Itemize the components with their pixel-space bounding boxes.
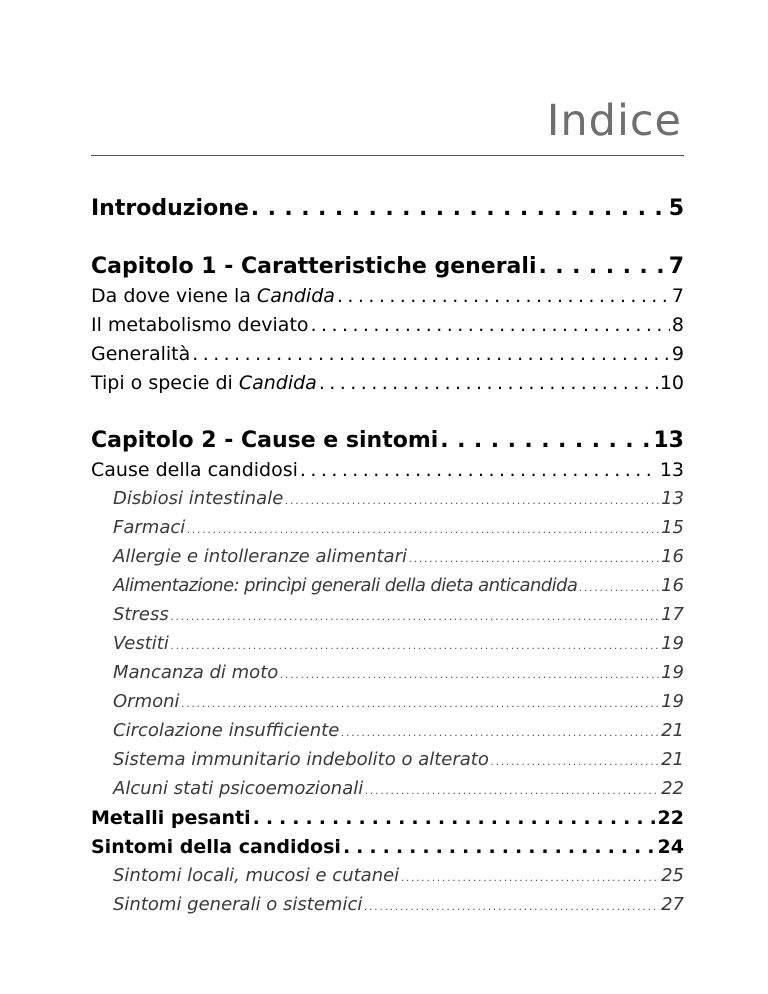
toc-entry[interactable]: [91, 285, 684, 314]
toc-entry-title: [113, 894, 362, 915]
toc-entry-page-number: 15: [661, 517, 684, 538]
toc-entry-title-text: Alimentazione: princìpi generali della dieta anticandida: [113, 575, 578, 596]
toc-entry-title-text: Stress: [113, 604, 169, 625]
toc-entry[interactable]: [91, 488, 684, 517]
toc-entry-page-number: 21: [661, 720, 684, 741]
dot-leader: [171, 612, 659, 623]
dot-leader: [251, 196, 667, 221]
toc-entry-title-text: Sintomi generali o sistemici: [113, 894, 363, 915]
dot-leader: [182, 699, 660, 710]
toc-entry-title: [113, 604, 169, 625]
toc-entry-title-italic: Candida: [238, 372, 317, 394]
toc-entry[interactable]: [91, 314, 684, 343]
toc-entry-title-text: Disbiosi intestinale: [113, 488, 284, 509]
toc-entry-title-text: Metalli pesanti: [91, 807, 251, 829]
toc-entry[interactable]: [91, 575, 684, 604]
toc-entry-title: [91, 807, 251, 829]
dot-leader: [337, 285, 670, 307]
toc-entry-page-number: 27: [661, 894, 684, 915]
toc-entry-title: [113, 662, 278, 683]
toc-entry-title: [91, 254, 536, 279]
toc-entry-page-number: 10: [659, 372, 684, 394]
toc-entry-title-text: Cause della candidosi: [91, 459, 298, 481]
toc-entry-page-number: 25: [661, 865, 684, 886]
dot-leader: [365, 786, 659, 797]
dot-leader: [579, 583, 659, 594]
toc-entry-page-number: 8: [671, 314, 684, 336]
toc-entry-title: [113, 720, 339, 741]
dot-leader: [280, 670, 659, 681]
toc-entry[interactable]: [91, 836, 684, 865]
toc-entry[interactable]: [91, 720, 684, 749]
toc-entry-title: [113, 488, 283, 509]
dot-leader: [364, 902, 659, 913]
toc-entry-title: [113, 575, 577, 596]
toc-entry-title-text: Il metabolismo deviato: [91, 314, 309, 336]
toc-entry[interactable]: [91, 428, 684, 459]
toc-entry-title: [113, 691, 180, 712]
toc-entry-title-text: Sistema immunitario indebolito o alterato: [113, 749, 489, 770]
dot-leader: [401, 873, 659, 884]
toc-entry-title: [91, 428, 438, 453]
toc-entry-page-number: 13: [661, 488, 684, 509]
toc-entry[interactable]: [91, 865, 684, 894]
toc-entry-title: [113, 749, 489, 770]
toc-entry-title: [91, 285, 335, 307]
toc-entry[interactable]: [91, 343, 684, 372]
toc-entry[interactable]: [91, 662, 684, 691]
toc-entry[interactable]: [91, 517, 684, 546]
toc-entry[interactable]: [91, 778, 684, 807]
toc-entry-title-text: Ormoni: [113, 691, 180, 712]
toc-entry-title: [113, 546, 407, 567]
toc-entry-title: [91, 343, 190, 365]
dot-leader: [311, 314, 670, 336]
toc-entry-title-text: Tipi o specie di: [91, 372, 239, 394]
dot-leader: [409, 554, 659, 565]
dot-leader: [343, 836, 656, 858]
toc-entry-title-text: Sintomi della candidosi: [91, 836, 341, 858]
toc-entry[interactable]: [91, 894, 684, 923]
toc-entry[interactable]: [91, 546, 684, 575]
toc-entry-page-number: 22: [657, 807, 684, 829]
toc-entry-title-text: Capitolo 2 - Cause e sintomi: [91, 428, 439, 453]
toc-entry-page-number: 9: [671, 343, 684, 365]
dot-leader: [171, 641, 659, 652]
toc-entry-title-text: Mancanza di moto: [113, 662, 279, 683]
toc-entry[interactable]: [91, 633, 684, 662]
dot-leader: [440, 428, 651, 453]
toc-entry-title-text: Generalità: [91, 343, 191, 365]
toc-entry-title: [91, 196, 249, 221]
dot-leader: [319, 372, 658, 394]
toc-entry-page-number: 7: [668, 254, 684, 279]
toc-entry-title: [113, 778, 363, 799]
toc-entry-title: [113, 633, 169, 654]
toc-entry-page-number: 7: [671, 285, 684, 307]
toc-entry-title: [113, 517, 185, 538]
dot-leader: [187, 525, 659, 536]
toc-entry-title: [91, 314, 309, 336]
toc-entry-page-number: 16: [661, 575, 684, 596]
toc-entry-title-text: Capitolo 1 - Caratteristiche generali: [91, 254, 537, 279]
dot-leader: [491, 757, 659, 768]
toc-entry-title-text: Vestiti: [113, 633, 169, 654]
toc-entry[interactable]: [91, 691, 684, 720]
toc-entry[interactable]: [91, 254, 684, 285]
toc-entry-page-number: 19: [661, 633, 684, 654]
toc-entry-page-number: 22: [661, 778, 684, 799]
toc-entry[interactable]: [91, 196, 684, 227]
toc-entry-title-text: Circolazione insufficiente: [113, 720, 340, 741]
toc-entry[interactable]: [91, 807, 684, 836]
dot-leader: [341, 728, 659, 739]
toc-entry-title: [91, 372, 317, 394]
toc-entry-page-number: 5: [668, 196, 684, 221]
dot-leader: [300, 459, 658, 481]
toc-entry[interactable]: [91, 459, 684, 488]
toc-entry-page-number: 13: [653, 428, 684, 453]
toc-entry-title-text: Alcuni stati psicoemozionali: [113, 778, 364, 799]
dot-leader: [285, 496, 659, 507]
toc-entry-page-number: 17: [661, 604, 684, 625]
toc-entry-page-number: 13: [659, 459, 684, 481]
toc-entry-title-text: Allergie e intolleranze alimentari: [113, 546, 407, 567]
toc-entry-title-text: Introduzione: [91, 196, 249, 221]
toc-entry-title-text: Sintomi locali, mucosi e cutanei: [113, 865, 400, 886]
toc-entry-page-number: 16: [661, 546, 684, 567]
toc-entry-title-italic: Candida: [256, 285, 335, 307]
toc-entry[interactable]: [91, 749, 684, 778]
toc-entry-title-text: Da dove viene la: [91, 285, 257, 307]
dot-leader: [538, 254, 666, 279]
table-of-contents: [91, 196, 684, 923]
dot-leader: [253, 807, 656, 829]
toc-entry-title: [113, 865, 399, 886]
toc-entry-page-number: 24: [657, 836, 684, 858]
toc-entry-title: [91, 459, 298, 481]
title-divider: [91, 155, 684, 156]
dot-leader: [192, 343, 670, 365]
page-title: Indice: [546, 96, 682, 146]
toc-entry-page-number: 19: [661, 662, 684, 683]
toc-entry-title-text: Farmaci: [113, 517, 186, 538]
toc-entry[interactable]: [91, 372, 684, 401]
toc-entry-page-number: 21: [661, 749, 684, 770]
toc-entry-title: [91, 836, 341, 858]
toc-entry-page-number: 19: [661, 691, 684, 712]
toc-entry[interactable]: [91, 604, 684, 633]
